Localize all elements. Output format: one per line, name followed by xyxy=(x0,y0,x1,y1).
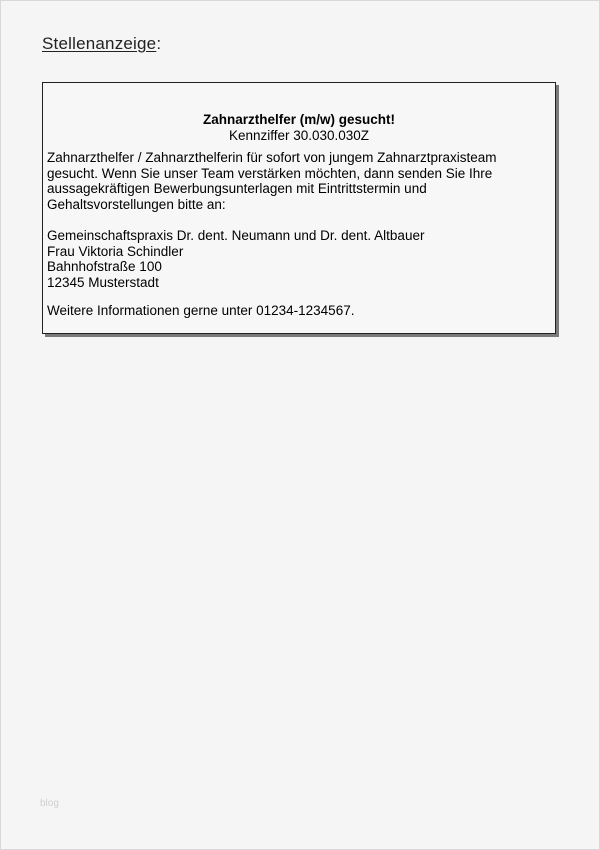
job-ad-box xyxy=(42,82,556,334)
address-line-city: 12345 Musterstadt xyxy=(47,275,159,291)
address-line-street: Bahnhofstraße 100 xyxy=(47,259,162,275)
heading-text: Stellenanzeige xyxy=(42,34,157,53)
watermark-text: blog xyxy=(40,798,59,809)
page-heading xyxy=(42,34,161,54)
job-ad-reference: Kennziffer 30.030.030Z xyxy=(228,128,370,143)
job-ad-info: Weitere Informationen gerne unter 01234-1234567. xyxy=(47,303,355,318)
address-line-contact: Frau Viktoria Schindler xyxy=(47,243,184,259)
job-ad-title: Zahnarzthelfer (m/w) gesucht! xyxy=(202,112,396,127)
job-ad-body: Zahnarzthelfer / Zahnarzthelferin für sofort von jungem Zahnarztpraxisteam gesucht. Wenn Sie unser Team verstärken möchten, dann senden Sie Ihre aussagekräftigen Bewerbungsunterlagen mit Eintrittstermin und Gehaltsvorstellungen bitte an: xyxy=(47,150,497,213)
address-line-practice: Gemeinschaftspraxis Dr. dent. Neumann und Dr. dent. Altbauer xyxy=(47,228,425,243)
heading-colon: : xyxy=(156,34,162,53)
job-ad-address xyxy=(47,228,424,291)
